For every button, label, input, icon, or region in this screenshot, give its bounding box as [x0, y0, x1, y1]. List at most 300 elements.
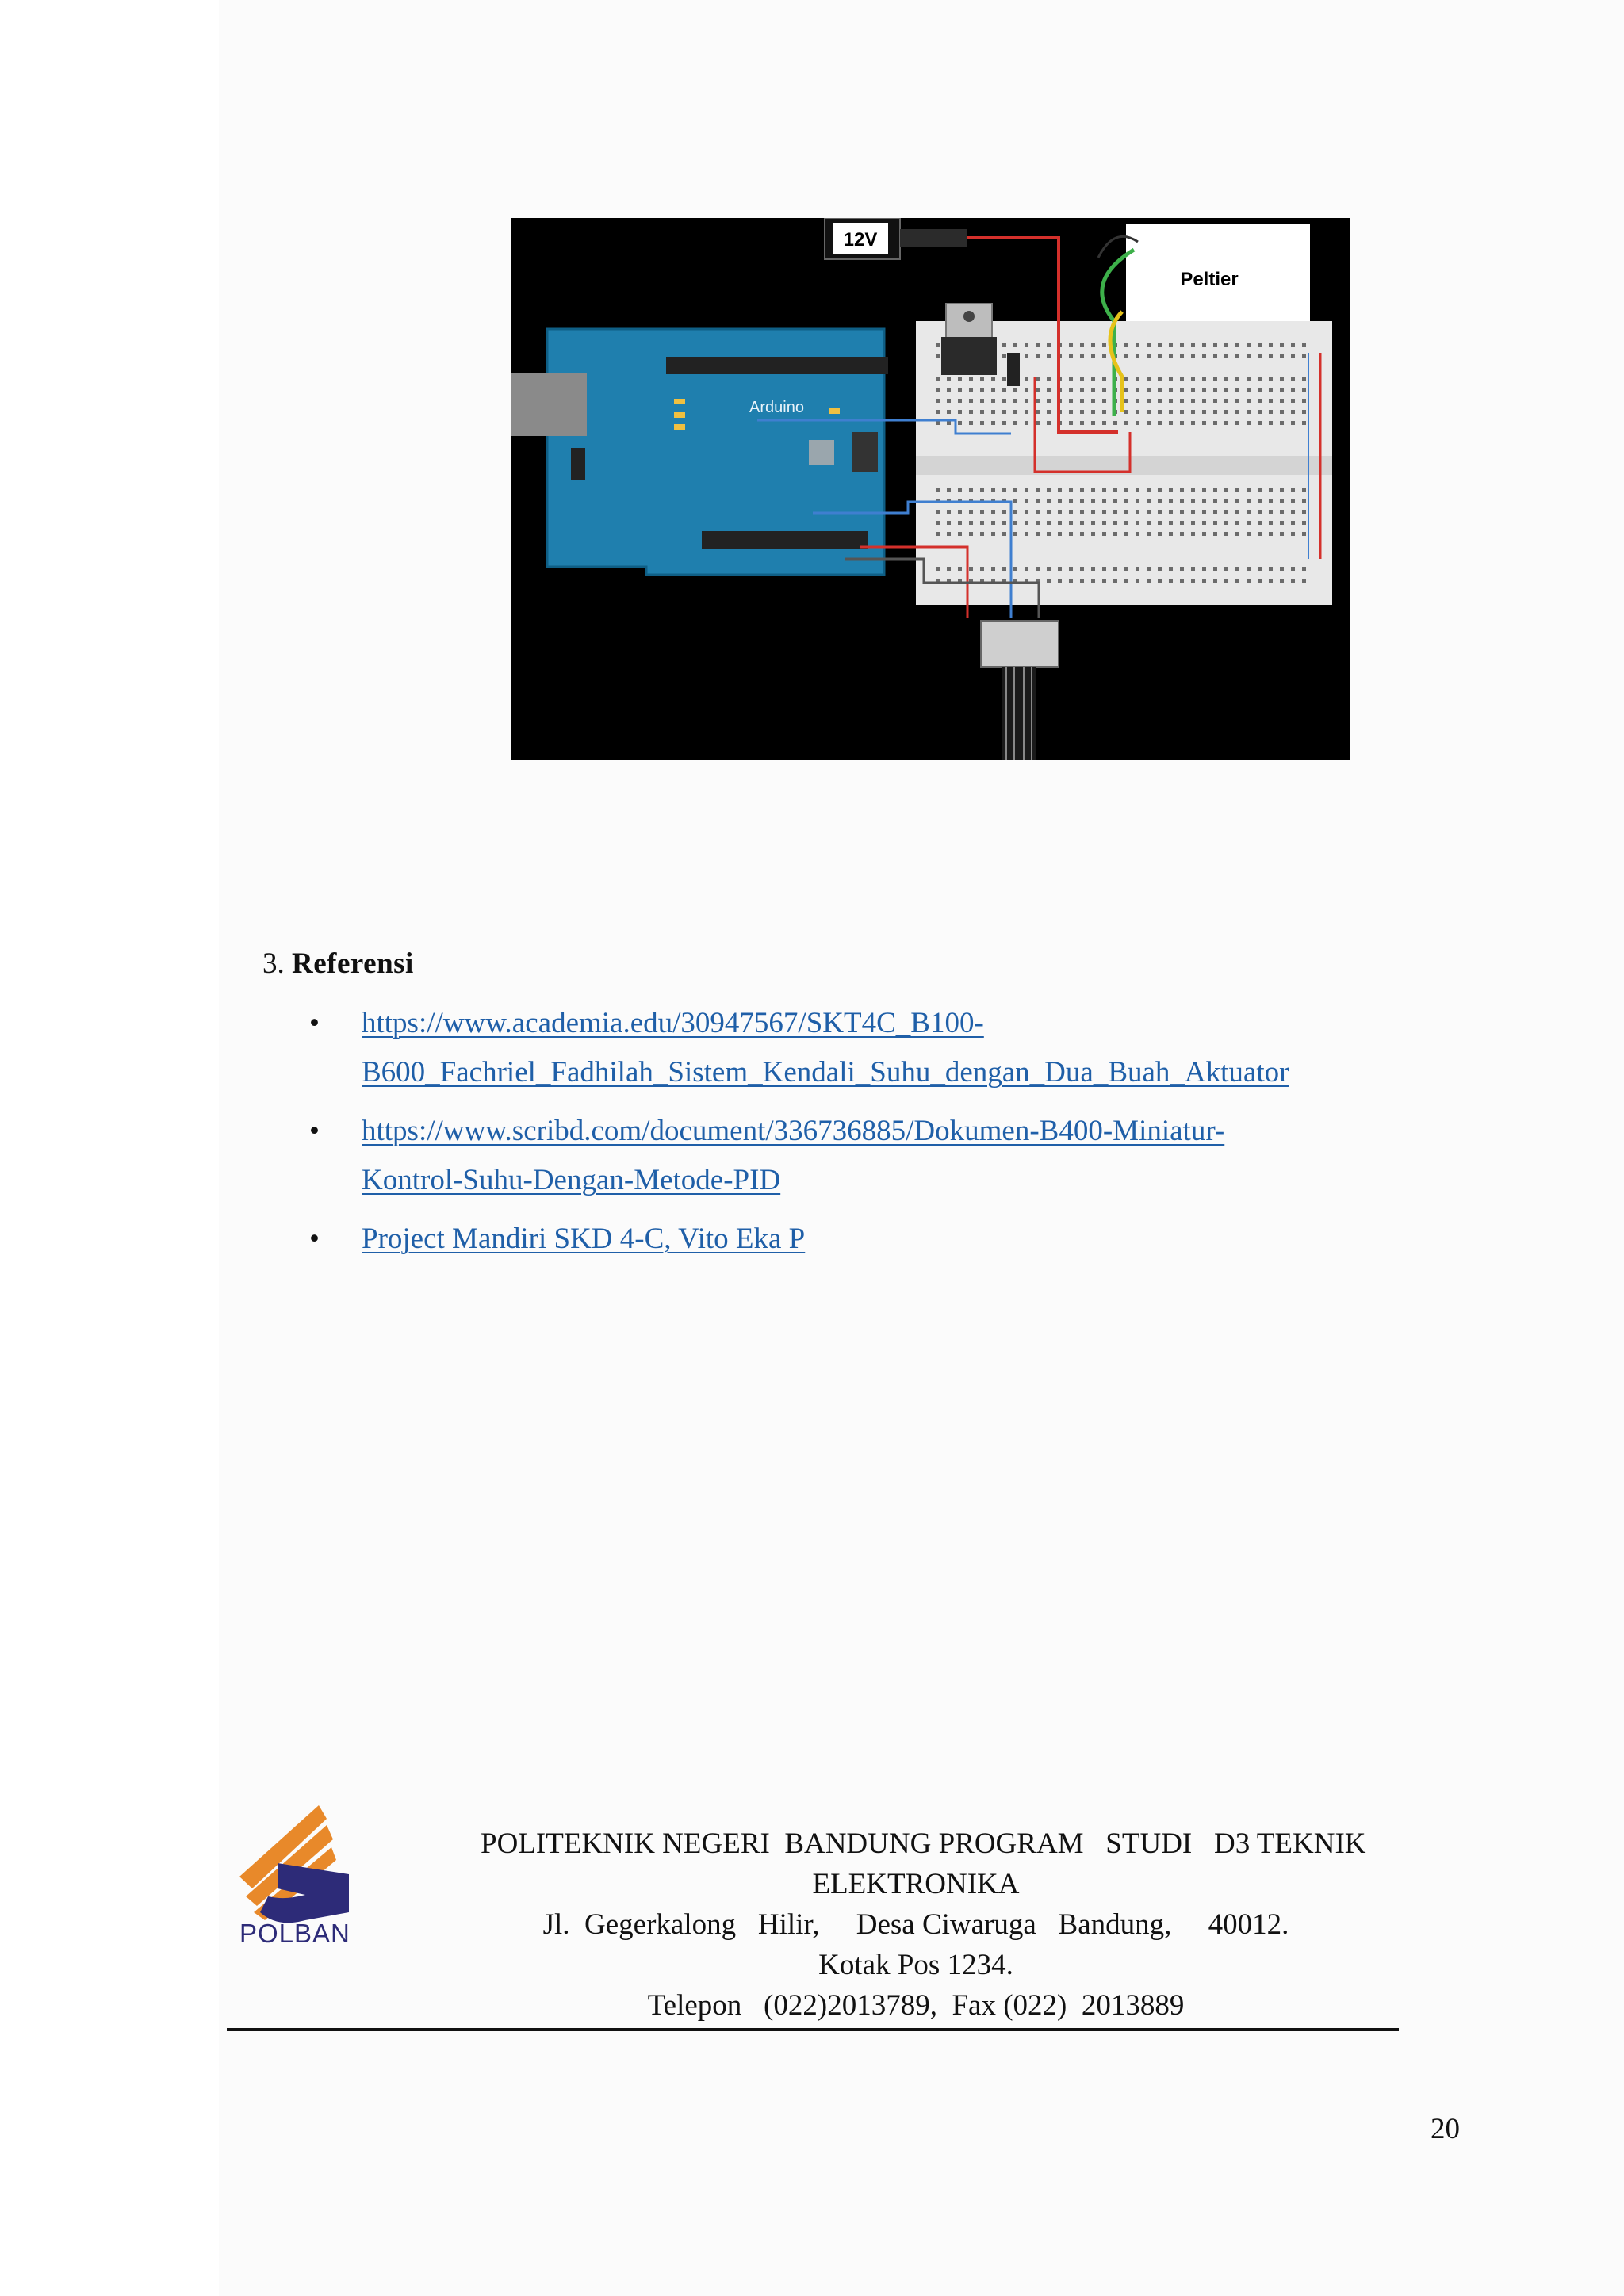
breadboard-hole: [1158, 377, 1162, 381]
breadboard-hole: [980, 488, 984, 492]
breadboard-hole: [1191, 343, 1195, 347]
breadboard-hole: [1247, 532, 1251, 536]
breadboard-hole: [1191, 567, 1195, 571]
breadboard-hole: [936, 343, 940, 347]
breadboard-hole: [969, 510, 973, 514]
breadboard-hole: [1124, 532, 1128, 536]
breadboard-hole: [1069, 521, 1073, 525]
breadboard-hole: [1113, 579, 1117, 583]
breadboard-hole: [1013, 343, 1017, 347]
breadboard-hole: [1202, 521, 1206, 525]
breadboard-hole: [1080, 579, 1084, 583]
breadboard-hole: [1280, 499, 1284, 503]
breadboard-hole: [991, 521, 995, 525]
breadboard-hole: [1036, 532, 1040, 536]
breadboard-hole: [1025, 421, 1028, 425]
breadboard-hole: [1224, 421, 1228, 425]
breadboard-hole: [1180, 399, 1184, 403]
breadboard-hole: [969, 410, 973, 414]
breadboard-hole: [1025, 354, 1028, 358]
breadboard-hole: [1291, 488, 1295, 492]
breadboard-hole: [1147, 488, 1151, 492]
breadboard-hole: [991, 567, 995, 571]
breadboard-hole: [1291, 399, 1295, 403]
breadboard-hole: [1169, 388, 1173, 392]
breadboard-hole: [1202, 399, 1206, 403]
breadboard-hole: [1180, 388, 1184, 392]
breadboard-hole: [1247, 499, 1251, 503]
breadboard-hole: [1136, 510, 1139, 514]
breadboard-hole: [1113, 567, 1117, 571]
breadboard-hole: [980, 410, 984, 414]
breadboard-hole: [1080, 499, 1084, 503]
breadboard-hole: [1147, 377, 1151, 381]
breadboard-hole: [1247, 410, 1251, 414]
breadboard-hole: [1258, 579, 1262, 583]
breadboard-hole: [991, 388, 995, 392]
reference-link-line[interactable]: Kontrol-Suhu-Dengan-Metode-PID: [362, 1164, 781, 1196]
breadboard-hole: [1302, 567, 1306, 571]
breadboard-hole: [1191, 421, 1195, 425]
breadboard-hole: [1280, 410, 1284, 414]
breadboard-hole: [1147, 567, 1151, 571]
reference-item: [301, 999, 1491, 1097]
breadboard-hole: [1191, 532, 1195, 536]
breadboard-hole: [958, 410, 962, 414]
breadboard-hole: [1302, 410, 1306, 414]
breadboard-hole: [1013, 521, 1017, 525]
breadboard-hole: [1058, 532, 1062, 536]
breadboard-hole: [1047, 499, 1051, 503]
breadboard-hole: [1158, 488, 1162, 492]
breadboard-hole: [1113, 488, 1117, 492]
breadboard-hole: [1169, 510, 1173, 514]
breadboard-hole: [1202, 499, 1206, 503]
breadboard-hole: [1047, 410, 1051, 414]
breadboard-hole: [1202, 532, 1206, 536]
breadboard-hole: [1302, 510, 1306, 514]
breadboard-hole: [1224, 510, 1228, 514]
breadboard-hole: [1302, 488, 1306, 492]
breadboard-hole: [1102, 388, 1106, 392]
breadboard-hole: [1180, 579, 1184, 583]
reference-list: [301, 999, 1491, 1273]
breadboard-hole: [1202, 377, 1206, 381]
breadboard-hole: [1191, 488, 1195, 492]
breadboard-hole: [1180, 354, 1184, 358]
breadboard-hole: [1091, 343, 1095, 347]
breadboard-hole: [1124, 488, 1128, 492]
breadboard-hole: [936, 421, 940, 425]
breadboard-hole: [1258, 499, 1262, 503]
breadboard-hole: [1213, 521, 1217, 525]
breadboard-hole: [1147, 388, 1151, 392]
breadboard-hole: [991, 421, 995, 425]
breadboard-hole: [1180, 567, 1184, 571]
bullet: •: [309, 1007, 320, 1039]
breadboard-hole: [1091, 579, 1095, 583]
breadboard-hole: [1247, 377, 1251, 381]
breadboard-hole: [1202, 510, 1206, 514]
footer-line-department: ELEKTRONIKA: [812, 1868, 1020, 1900]
breadboard-hole: [1047, 510, 1051, 514]
breadboard-hole: [1235, 377, 1239, 381]
section-heading: [262, 945, 414, 983]
breadboard-hole: [1269, 388, 1273, 392]
breadboard-hole: [969, 421, 973, 425]
breadboard-hole: [1158, 579, 1162, 583]
breadboard-hole: [1002, 343, 1006, 347]
breadboard-hole: [1091, 532, 1095, 536]
led-rx: [674, 424, 685, 430]
breadboard-hole: [1213, 399, 1217, 403]
breadboard-hole: [1091, 388, 1095, 392]
breadboard-hole: [1158, 343, 1162, 347]
breadboard-hole: [1180, 421, 1184, 425]
breadboard-hole: [1213, 510, 1217, 514]
breadboard-hole: [1047, 488, 1051, 492]
breadboard-hole: [1169, 377, 1173, 381]
breadboard-hole: [947, 388, 951, 392]
reference-item: [301, 1215, 1491, 1264]
breadboard-hole: [958, 388, 962, 392]
breadboard-hole: [1235, 579, 1239, 583]
breadboard-hole: [1091, 488, 1095, 492]
breadboard-hole: [1136, 410, 1139, 414]
breadboard-hole: [1191, 377, 1195, 381]
breadboard-hole: [1291, 579, 1295, 583]
breadboard-hole: [1202, 388, 1206, 392]
reference-link-line[interactable]: https://www.scribd.com/document/336736885/Dokumen-B400-Miniatur-: [362, 1115, 1225, 1147]
breadboard-hole: [1025, 521, 1028, 525]
breadboard-hole: [980, 521, 984, 525]
breadboard-hole: [1124, 388, 1128, 392]
breadboard-hole: [1058, 499, 1062, 503]
breadboard-hole: [1025, 510, 1028, 514]
breadboard-hole: [1269, 521, 1273, 525]
breadboard-hole: [1091, 521, 1095, 525]
breadboard-hole: [1002, 567, 1006, 571]
breadboard-hole: [1147, 521, 1151, 525]
breadboard-hole: [947, 532, 951, 536]
breadboard-hole: [936, 521, 940, 525]
breadboard-hole: [1036, 567, 1040, 571]
breadboard-hole: [1224, 399, 1228, 403]
breadboard-hole: [1025, 567, 1028, 571]
breadboard-hole: [1047, 579, 1051, 583]
breadboard-hole: [1258, 399, 1262, 403]
breadboard-hole: [1269, 377, 1273, 381]
breadboard-hole: [1291, 510, 1295, 514]
breadboard-hole: [1280, 567, 1284, 571]
breadboard-hole: [1269, 532, 1273, 536]
breadboard-hole: [958, 421, 962, 425]
breadboard-hole: [1247, 510, 1251, 514]
breadboard-hole: [1013, 488, 1017, 492]
breadboard-hole: [1202, 343, 1206, 347]
breadboard-hole: [1124, 510, 1128, 514]
breadboard-hole: [958, 377, 962, 381]
breadboard-hole: [980, 388, 984, 392]
breadboard-hole: [1202, 421, 1206, 425]
breadboard-hole: [1247, 354, 1251, 358]
reference-link-scribd[interactable]: [362, 1107, 1491, 1205]
breadboard-hole: [1047, 388, 1051, 392]
breadboard-hole: [1036, 388, 1040, 392]
breadboard-hole: [1136, 354, 1139, 358]
breadboard-hole: [1258, 488, 1262, 492]
breadboard-hole: [1069, 499, 1073, 503]
breadboard-hole: [1047, 567, 1051, 571]
breadboard-hole: [1224, 532, 1228, 536]
breadboard-hole: [1180, 510, 1184, 514]
breadboard-hole: [1169, 532, 1173, 536]
breadboard-hole: [1069, 510, 1073, 514]
breadboard-hole: [1124, 567, 1128, 571]
reference-item: [301, 1107, 1491, 1205]
breadboard-hole: [1302, 343, 1306, 347]
breadboard-hole: [958, 488, 962, 492]
breadboard-hole: [1280, 488, 1284, 492]
breadboard-hole: [1047, 343, 1051, 347]
breadboard-hole: [947, 410, 951, 414]
diode: [1007, 353, 1020, 386]
breadboard-hole: [1102, 521, 1106, 525]
breadboard-hole: [1080, 399, 1084, 403]
section-title: Referensi: [292, 947, 414, 980]
breadboard-hole: [1213, 354, 1217, 358]
breadboard-hole: [1280, 343, 1284, 347]
led-tx: [674, 412, 685, 418]
breadboard-hole: [980, 510, 984, 514]
breadboard-hole: [1124, 499, 1128, 503]
breadboard-hole: [1235, 354, 1239, 358]
breadboard-hole: [1002, 488, 1006, 492]
breadboard-hole: [1124, 579, 1128, 583]
breadboard-hole: [1280, 354, 1284, 358]
breadboard-hole: [936, 399, 940, 403]
breadboard-hole: [1080, 488, 1084, 492]
breadboard-hole: [1291, 521, 1295, 525]
breadboard-hole: [1058, 579, 1062, 583]
breadboard-hole: [1191, 388, 1195, 392]
breadboard-hole: [1191, 579, 1195, 583]
mosfet-body: [941, 337, 997, 375]
breadboard-hole: [1213, 532, 1217, 536]
bullet: •: [309, 1115, 320, 1147]
breadboard-hole: [1136, 388, 1139, 392]
breadboard-hole: [1036, 421, 1040, 425]
breadboard-hole: [1036, 354, 1040, 358]
breadboard-hole: [1258, 354, 1262, 358]
breadboard-hole: [1191, 410, 1195, 414]
breadboard-hole: [1280, 510, 1284, 514]
breadboard-hole: [936, 567, 940, 571]
breadboard-hole: [1080, 388, 1084, 392]
breadboard-hole: [1069, 354, 1073, 358]
breadboard-hole: [1269, 410, 1273, 414]
breadboard-hole: [1224, 354, 1228, 358]
breadboard-hole: [1247, 521, 1251, 525]
breadboard-hole: [1036, 399, 1040, 403]
breadboard-hole: [969, 567, 973, 571]
breadboard-hole: [1091, 354, 1095, 358]
breadboard-hole: [1025, 343, 1028, 347]
breadboard-hole: [1013, 510, 1017, 514]
breadboard-hole: [1191, 354, 1195, 358]
breadboard-hole: [1269, 510, 1273, 514]
breadboard-hole: [1147, 421, 1151, 425]
breadboard-hole: [1102, 499, 1106, 503]
breadboard-hole: [1025, 377, 1028, 381]
breadboard-hole: [1247, 343, 1251, 347]
reference-link-academia[interactable]: [362, 999, 1491, 1097]
breadboard-hole: [1036, 410, 1040, 414]
breadboard-hole: [1247, 399, 1251, 403]
breadboard-hole: [1002, 421, 1006, 425]
breadboard-hole: [1124, 410, 1128, 414]
breadboard-hole: [1080, 510, 1084, 514]
breadboard-hole: [1013, 499, 1017, 503]
breadboard-hole: [1124, 421, 1128, 425]
breadboard-hole: [1169, 488, 1173, 492]
breadboard-hole: [1235, 532, 1239, 536]
breadboard-hole: [1013, 421, 1017, 425]
breadboard-hole: [1224, 410, 1228, 414]
breadboard-hole: [1213, 567, 1217, 571]
breadboard-hole: [1069, 388, 1073, 392]
footer-line-street: Jl. Gegerkalong Hilir, Desa Ciwaruga Bandung, 40012.: [542, 1908, 1289, 1941]
breadboard-hole: [1002, 399, 1006, 403]
breadboard-hole: [991, 532, 995, 536]
breadboard-hole: [1191, 499, 1195, 503]
breadboard-hole: [1102, 532, 1106, 536]
breadboard-hole: [1191, 399, 1195, 403]
breadboard-hole: [958, 567, 962, 571]
page-margin: [0, 0, 219, 2296]
breadboard-hole: [1213, 343, 1217, 347]
breadboard-hole: [1224, 579, 1228, 583]
breadboard-hole: [1235, 521, 1239, 525]
circuit-diagram: [511, 218, 1350, 760]
breadboard-hole: [1069, 343, 1073, 347]
breadboard-hole: [1147, 579, 1151, 583]
breadboard-hole: [1224, 499, 1228, 503]
breadboard-hole: [980, 532, 984, 536]
reference-link-line[interactable]: B600_Fachriel_Fadhilah_Sistem_Kendali_Suhu_dengan_Dua_Buah_Aktuator: [362, 1056, 1289, 1089]
breadboard-hole: [1169, 567, 1173, 571]
breadboard-hole: [1169, 421, 1173, 425]
breadboard-hole: [1102, 399, 1106, 403]
peltier-label: Peltier: [1180, 269, 1239, 290]
breadboard-hole: [1191, 521, 1195, 525]
breadboard-hole: [947, 567, 951, 571]
breadboard-hole: [1025, 499, 1028, 503]
breadboard-hole: [1002, 354, 1006, 358]
breadboard-hole: [980, 399, 984, 403]
breadboard-hole: [1258, 410, 1262, 414]
breadboard-hole: [1036, 510, 1040, 514]
breadboard-hole: [1169, 354, 1173, 358]
breadboard-hole: [1280, 377, 1284, 381]
breadboard-hole: [1102, 410, 1106, 414]
breadboard-hole: [1069, 410, 1073, 414]
breadboard-hole: [1047, 532, 1051, 536]
breadboard-hole: [991, 510, 995, 514]
breadboard-hole: [1191, 510, 1195, 514]
breadboard-hole: [1302, 532, 1306, 536]
led-pwr: [829, 408, 840, 414]
breadboard-hole: [1291, 499, 1295, 503]
breadboard-hole: [1025, 410, 1028, 414]
breadboard-hole: [1158, 421, 1162, 425]
breadboard-hole: [1235, 499, 1239, 503]
breadboard-hole: [1047, 521, 1051, 525]
breadboard-hole: [1158, 499, 1162, 503]
breadboard-hole: [1213, 410, 1217, 414]
power-select-jumper: [571, 448, 585, 480]
breadboard-hole: [1169, 410, 1173, 414]
breadboard-hole: [1158, 388, 1162, 392]
power-jack-cable: [900, 229, 967, 247]
breadboard-hole: [1113, 510, 1117, 514]
breadboard-hole: [1136, 488, 1139, 492]
breadboard-hole: [1180, 499, 1184, 503]
breadboard-hole: [1224, 377, 1228, 381]
breadboard-hole: [1013, 567, 1017, 571]
breadboard-hole: [969, 521, 973, 525]
breadboard-hole: [1013, 399, 1017, 403]
breadboard-hole: [1224, 567, 1228, 571]
reference-link-line[interactable]: Project Mandiri SKD 4-C, Vito Eka P: [362, 1223, 806, 1255]
breadboard-hole: [1069, 579, 1073, 583]
breadboard-hole: [1080, 354, 1084, 358]
breadboard-hole: [1136, 567, 1139, 571]
breadboard-hole: [1169, 521, 1173, 525]
breadboard-hole: [1102, 488, 1106, 492]
reference-link-project[interactable]: [362, 1215, 1491, 1264]
breadboard-hole: [1202, 410, 1206, 414]
breadboard-hole: [1291, 377, 1295, 381]
icsp-header: [852, 432, 878, 472]
page-number: 20: [1431, 2113, 1460, 2145]
breadboard-hole: [1058, 510, 1062, 514]
breadboard-hole: [991, 410, 995, 414]
footer-address: [412, 1823, 1419, 2026]
breadboard-hole: [1080, 521, 1084, 525]
breadboard-hole: [936, 410, 940, 414]
reference-link-line[interactable]: https://www.academia.edu/30947567/SKT4C_B100-: [362, 1007, 984, 1039]
breadboard-hole: [1047, 377, 1051, 381]
breadboard-hole: [1013, 532, 1017, 536]
breadboard-hole: [1124, 399, 1128, 403]
footer-line-institution: POLITEKNIK NEGERI BANDUNG PROGRAM STUDI D3 TEKNIK: [465, 1827, 1366, 1860]
usb-connector: [511, 373, 587, 436]
breadboard-hole: [1147, 343, 1151, 347]
footer-divider: [227, 2028, 1399, 2031]
breadboard-hole: [1102, 343, 1106, 347]
breadboard-hole: [947, 510, 951, 514]
breadboard-hole: [936, 377, 940, 381]
breadboard-hole: [1002, 388, 1006, 392]
logo-text: POLBAN: [239, 1919, 350, 1948]
breadboard-hole: [1091, 410, 1095, 414]
digital-header: [666, 357, 888, 374]
breadboard-hole: [991, 488, 995, 492]
breadboard-hole: [936, 532, 940, 536]
breadboard-hole: [1113, 499, 1117, 503]
circuit-figure: [511, 218, 1350, 760]
